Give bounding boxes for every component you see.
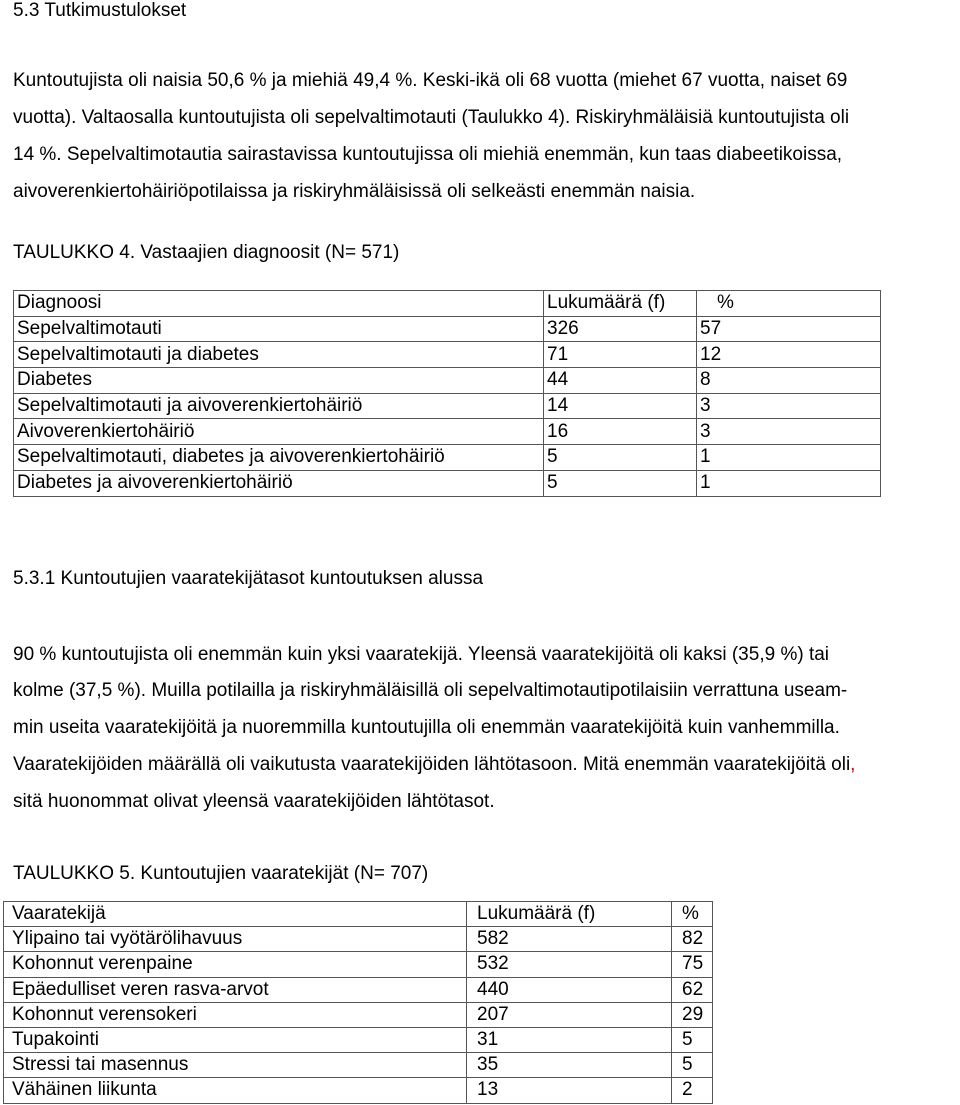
table-row [14,470,881,496]
table-cell: 8 [697,368,881,394]
table-header-row [14,291,881,317]
paragraph-line: vuotta). Valtaosalla kuntoutujista oli sepelvaltimotauti (Taulukko 4). Riskiryhmäläisiä kuntoutujista oli [13,107,850,128]
table-row [4,952,713,977]
table-cell: 1 [697,470,881,496]
table-4 [13,290,881,497]
table-cell: 326 [544,316,697,342]
table-cell: Kohonnut verenpaine [4,952,467,977]
paragraph-line: min useita vaaratekijöitä ja nuoremmilla kuntoutujilla oli enemmän vaaratekijöitä kuin vanhemmilla. [13,717,840,738]
table-cell: 5 [544,470,697,496]
table-cell: Aivoverenkiertohäiriö [14,419,544,445]
table-cell: 31 [467,1027,672,1052]
table-row [14,342,881,368]
table5-caption: TAULUKKO 5. Kuntoutujien vaaratekijät (N= 707) [13,863,429,884]
table-cell: 71 [544,342,697,368]
table-cell: 13 [467,1078,672,1103]
table-cell: 3 [697,419,881,445]
table-row [14,316,881,342]
table-row [4,977,713,1002]
table-header-row [4,902,713,927]
column-header: Diagnoosi [14,291,544,317]
table-cell: Tupakointi [4,1027,467,1052]
table-cell: 582 [467,927,672,952]
table-cell: Stressi tai masennus [4,1053,467,1078]
table-cell: 3 [697,393,881,419]
table-5 [3,901,713,1104]
table-cell: Sepelvaltimotauti, diabetes ja aivoverenkiertohäiriö [14,445,544,471]
table-cell: 12 [697,342,881,368]
column-header: % [672,902,713,927]
table-cell: Sepelvaltimotauti ja diabetes [14,342,544,368]
paragraph-line: 90 % kuntoutujista oli enemmän kuin yksi vaaratekijä. Yleensä vaaratekijöitä oli kaksi (35,9 %) tai [13,644,830,665]
table-cell: 5 [672,1053,713,1078]
table-cell: Kohonnut verensokeri [4,1002,467,1027]
subsection-heading: 5.3.1 Kuntoutujien vaaratekijätasot kuntoutuksen alussa [13,568,484,589]
table-cell: 532 [467,952,672,977]
table-cell: 14 [544,393,697,419]
table-cell: 5 [672,1027,713,1052]
paragraph-line: aivoverenkiertohäiriöpotilaissa ja riskiryhmäläisissä oli selkeästi enemmän naisia. [13,181,696,202]
table-cell: 44 [544,368,697,394]
table-row [4,1053,713,1078]
table-cell: 62 [672,977,713,1002]
table-row [14,368,881,394]
table-cell: 75 [672,952,713,977]
paragraph-line: Kuntoutujista oli naisia 50,6 % ja miehiä 49,4 %. Keski-ikä oli 68 vuotta (miehet 67 vuotta, naiset 69 [13,70,848,91]
table-cell: 440 [467,977,672,1002]
table-cell: 5 [544,445,697,471]
paragraph-line-text: Vaaratekijöiden määrällä oli vaikutusta vaaratekijöiden lähtötasoon. Mitä enemmän vaaratekijöitä oli [13,754,851,775]
table-cell: 1 [697,445,881,471]
table-row [14,393,881,419]
column-header: Lukumäärä (f) [467,902,672,927]
table-cell: 57 [697,316,881,342]
table-cell: Diabetes [14,368,544,394]
column-header: Vaaratekijä [4,902,467,927]
paragraph-line [13,754,855,776]
table-cell: 35 [467,1053,672,1078]
section-heading: 5.3 Tutkimustulokset [13,0,187,21]
revision-mark: , [850,754,856,775]
table-cell: Sepelvaltimotauti [14,316,544,342]
table-cell: 82 [672,927,713,952]
table-cell: 2 [672,1078,713,1103]
table-cell: Vähäinen liikunta [4,1078,467,1103]
table-cell: Sepelvaltimotauti ja aivoverenkiertohäiriö [14,393,544,419]
paragraph-line: sitä huonommat olivat yleensä vaaratekijöiden lähtötasot. [13,791,495,812]
table-row [14,445,881,471]
table-cell: Diabetes ja aivoverenkiertohäiriö [14,470,544,496]
table-row [4,1002,713,1027]
table4-caption: TAULUKKO 4. Vastaajien diagnoosit (N= 571) [13,242,400,263]
column-header: Lukumäärä (f) [544,291,697,317]
column-header: % [697,291,881,317]
table-cell: 207 [467,1002,672,1027]
paragraph-line: kolme (37,5 %). Muilla potilailla ja riskiryhmäläisillä oli sepelvaltimotautipotilaisiin verrattuna useam- [13,680,848,701]
table-row [4,927,713,952]
table-row [4,1078,713,1103]
table-cell: Ylipaino tai vyötärölihavuus [4,927,467,952]
table-cell: Epäedulliset veren rasva-arvot [4,977,467,1002]
table-cell: 29 [672,1002,713,1027]
table-row [14,419,881,445]
table-row [4,1027,713,1052]
table-cell: 16 [544,419,697,445]
paragraph-line: 14 %. Sepelvaltimotautia sairastavissa kuntoutujissa oli miehiä enemmän, kun taas diabeetikoissa, [13,144,843,165]
